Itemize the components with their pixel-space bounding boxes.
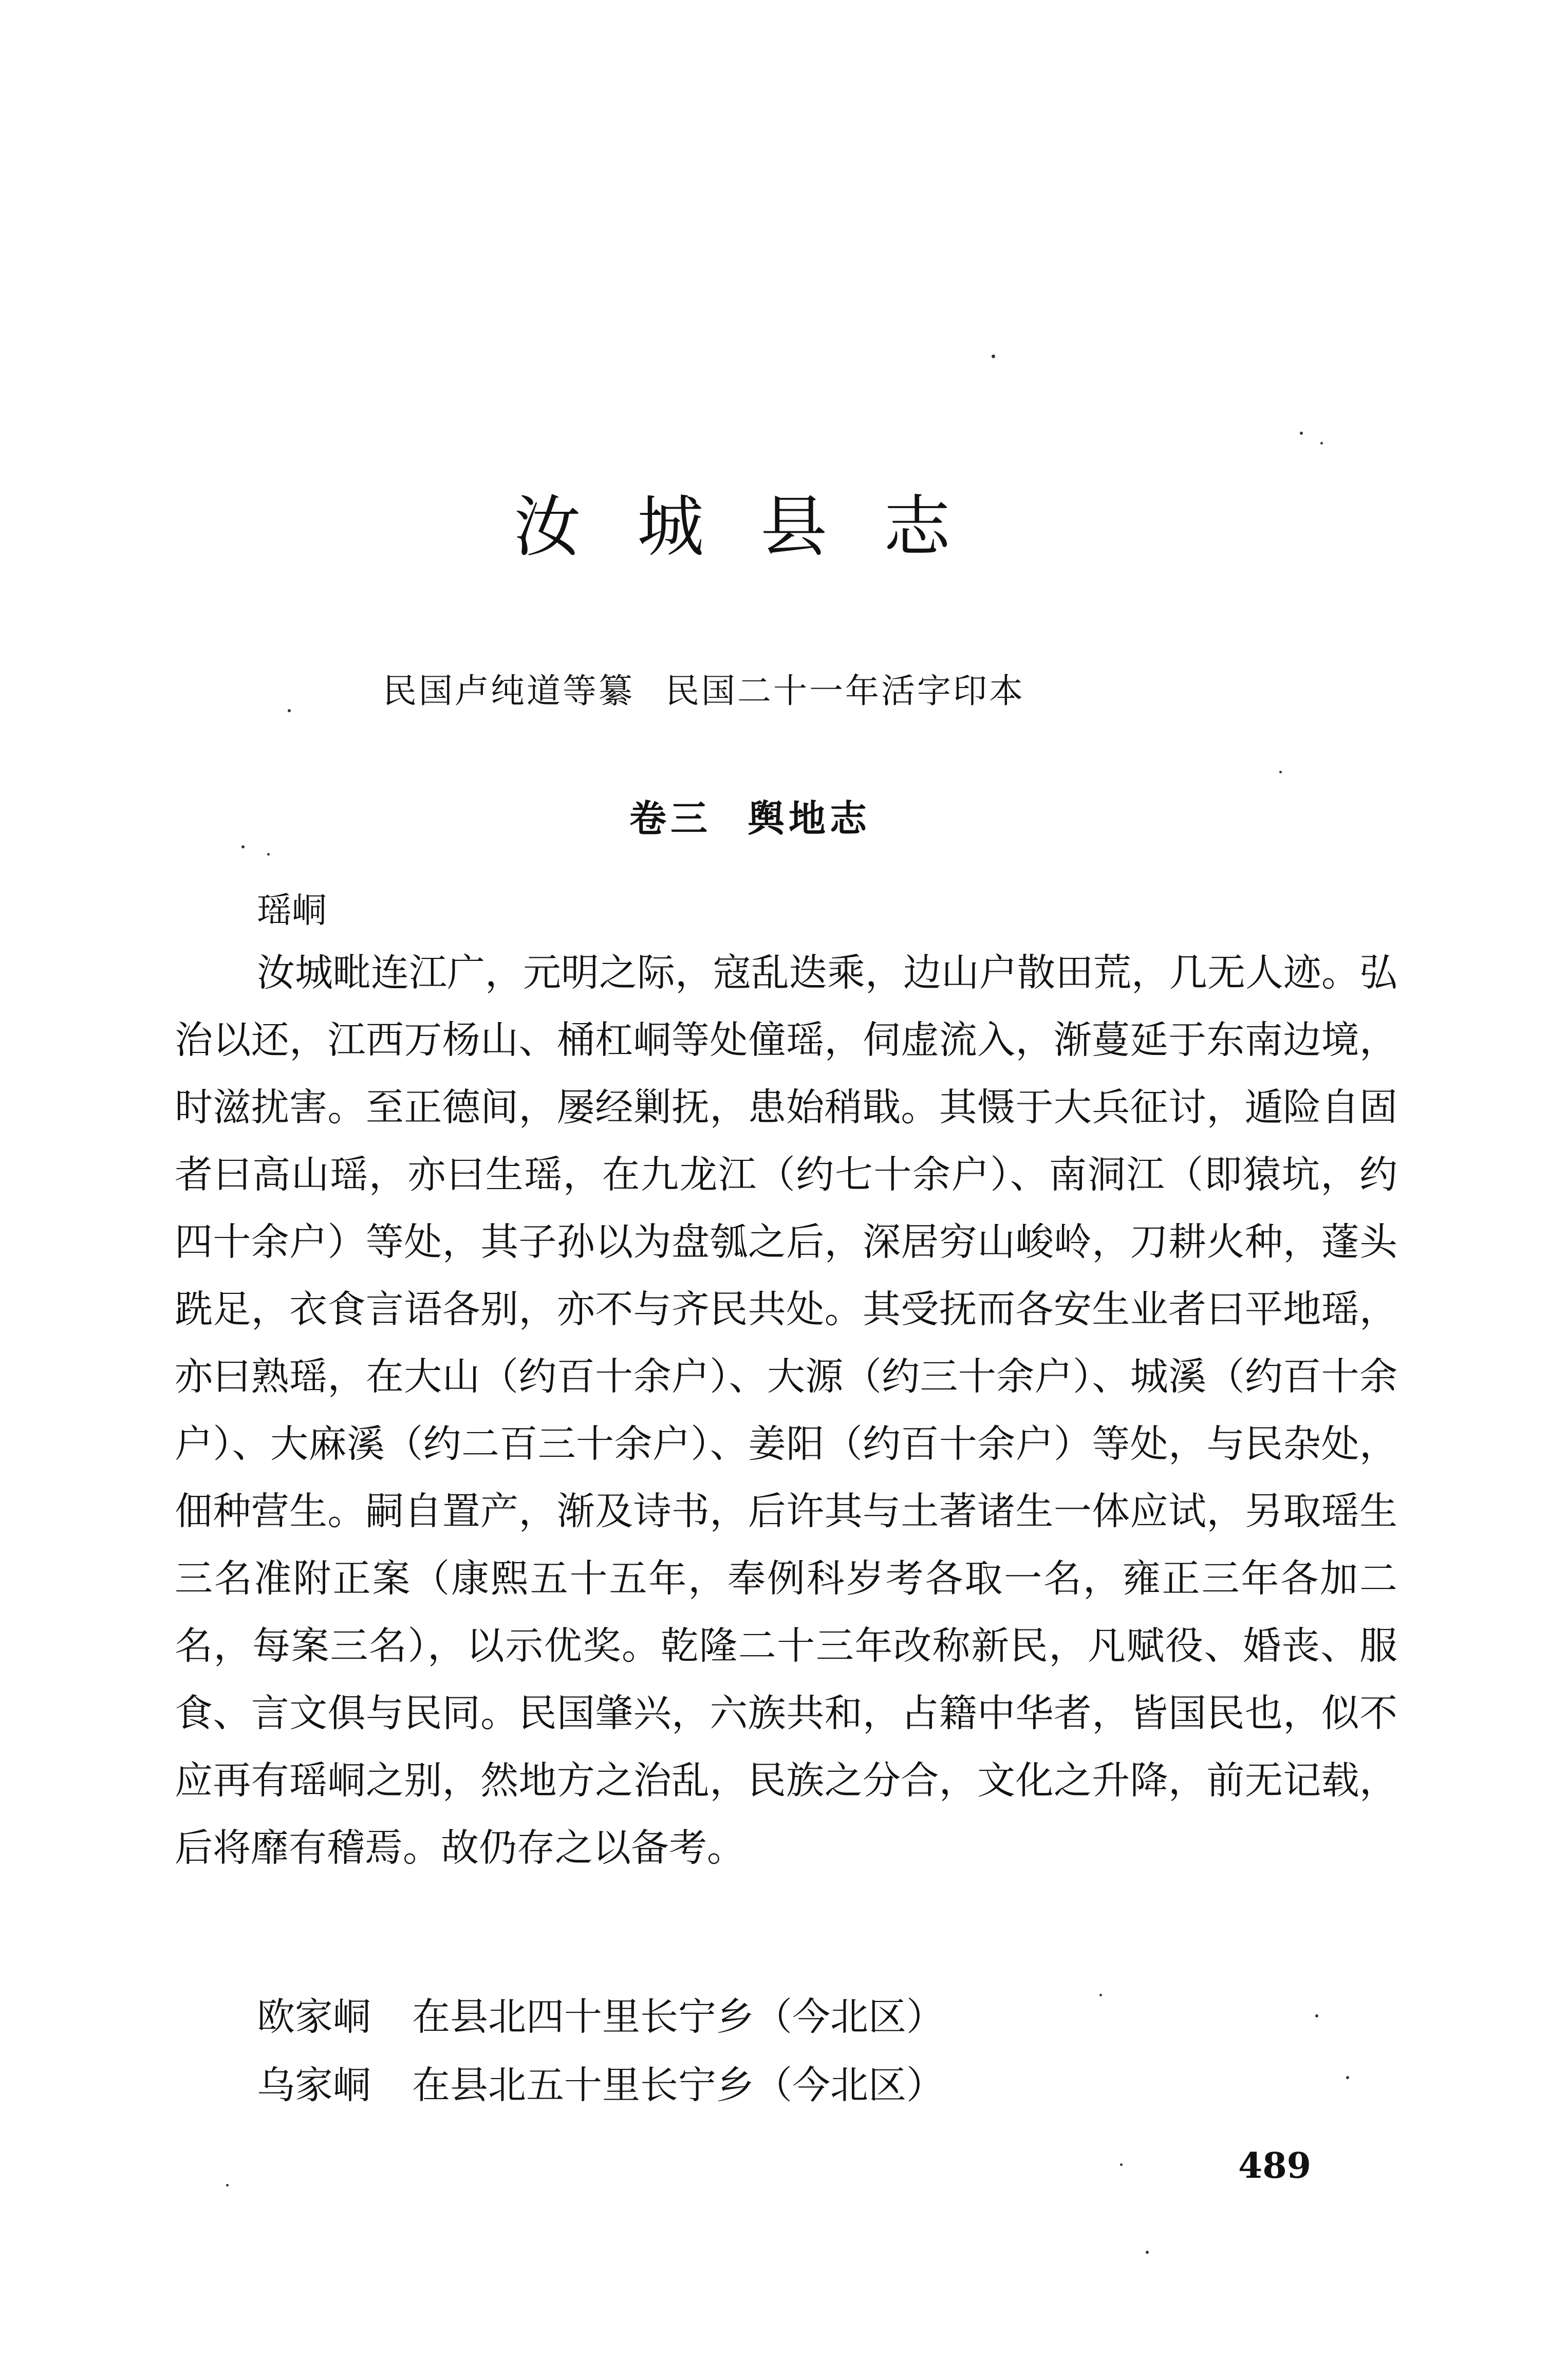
document-title: 汝城县志 bbox=[514, 488, 1007, 566]
scan-speck bbox=[267, 853, 270, 856]
entry-location: 在县北五十里长宁乡（今北区） bbox=[412, 2063, 944, 2107]
scan-speck bbox=[1346, 2076, 1349, 2079]
scan-speck bbox=[1099, 1994, 1102, 1996]
scan-speck bbox=[1120, 2163, 1123, 2166]
compiler-credit: 民国卢纯道等纂 bbox=[383, 671, 634, 711]
publication-info bbox=[383, 668, 1025, 714]
scan-speck bbox=[1300, 432, 1303, 435]
scan-speck bbox=[992, 355, 995, 358]
entry-location: 在县北四十里长宁乡（今北区） bbox=[412, 1995, 944, 2039]
body-paragraph: 汝城毗连江广，元明之际，寇乱迭乘，边山户散田荒，几无人迹。弘治以还，江西万杨山、桶杠峒等处僮瑶，伺虚流入，渐蔓延于东南边境，时滋扰害。至正德间，屡经剿抚，患始稍戢。其慑于大兵征讨，遁险自固者曰高山瑶，亦曰生瑶，在九龙江（约七十余户）、南洞江（即猿坑，约四十余户）等处，其子孙以为盘瓠之后，深居穷山峻岭，刀耕火种，蓬头跣足，衣食言语各别，亦不与齐民共处。其受抚而各安生业者曰平地瑶，亦曰熟瑶，在大山（约百十余户）、大源（约三十余户）、城溪（约百十余户）、大麻溪（约二百三十余户）、姜阳（约百十余户）等处，与民杂处，佃种营生。嗣自置产，渐及诗书，后许其与土著诸生一体应试，另取瑶生三名准附正案（康熙五十五年，奉例科岁考各取一名，雍正三年各加二名，每案三名），以示优奖。乾隆二十三年改称新民，凡赋役、婚丧、服食、言文俱与民同。民国肇兴，六族共和，占籍中华者，皆国民也，似不应再有瑶峒之别，然地方之治乱，民族之分合，文化之升降，前无记载，后将靡有稽焉。故仍存之以备考。 bbox=[175, 951, 1397, 1870]
scan-speck bbox=[1146, 2251, 1149, 2254]
scan-speck bbox=[288, 709, 291, 712]
scan-speck bbox=[241, 845, 245, 848]
scan-speck bbox=[226, 2184, 229, 2187]
scan-speck bbox=[1320, 442, 1323, 444]
edition-note: 民国二十一年活字印本 bbox=[665, 671, 1025, 711]
section-heading bbox=[629, 795, 871, 842]
list-item bbox=[257, 1991, 944, 2043]
page-number: 489 bbox=[1238, 2145, 1311, 2187]
entry-name: 乌家峒 bbox=[257, 2063, 371, 2107]
scan-speck bbox=[1315, 2014, 1318, 2017]
volume-label: 卷三 bbox=[629, 797, 712, 840]
scan-speck bbox=[1279, 771, 1282, 773]
section-name: 舆地志 bbox=[748, 797, 871, 840]
subsection-heading: 瑶峒 bbox=[257, 891, 327, 931]
list-item bbox=[257, 2060, 944, 2111]
entry-name: 欧家峒 bbox=[257, 1995, 371, 2039]
